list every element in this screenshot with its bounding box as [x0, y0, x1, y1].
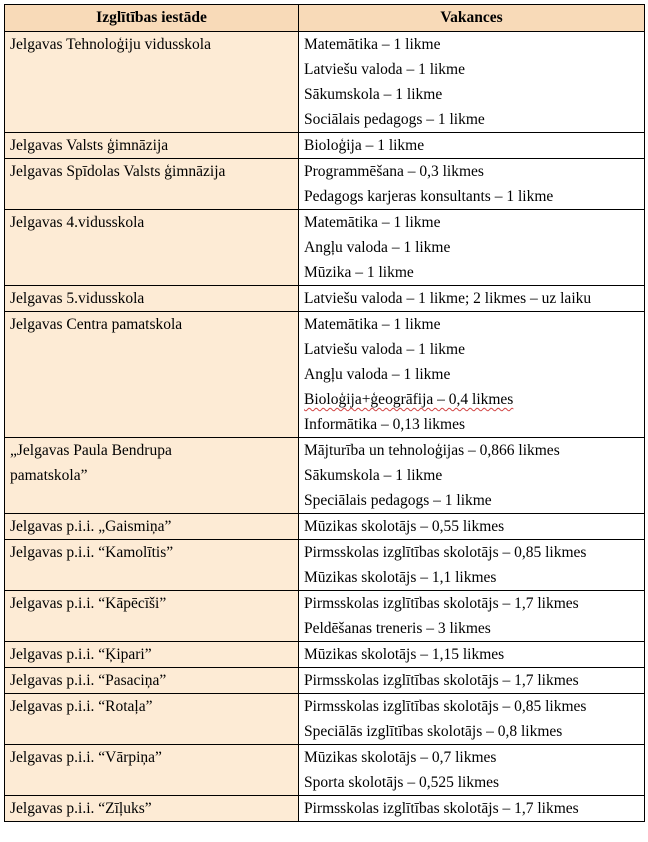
- institution-name: Jelgavas p.i.i. “Ķipari”: [10, 646, 152, 663]
- vacancy-item: Speciālais pedagogs – 1 likme: [304, 492, 492, 509]
- institution-name: Jelgavas 4.vidusskola: [10, 214, 145, 231]
- institution-name: Jelgavas p.i.i. „Gaismiņa”: [10, 518, 172, 535]
- table-row: [5, 286, 645, 312]
- institution-cell: [5, 540, 299, 591]
- vacancy-item: Peldēšanas treneris – 3 likmes: [304, 620, 491, 637]
- institution-cell: [5, 591, 299, 642]
- institution-cell: [5, 159, 299, 210]
- institution-cell: [5, 745, 299, 796]
- vacancies-cell: [299, 312, 645, 438]
- vacancy-item: Bioloģija – 1 likme: [304, 137, 425, 154]
- institution-cell: [5, 312, 299, 438]
- header-vacancies: Vakances: [299, 5, 645, 32]
- institution-cell: [5, 668, 299, 694]
- vacancy-item: Mūzikas skolotājs – 1,1 likmes: [304, 569, 497, 586]
- institution-name: Jelgavas p.i.i. “Kāpēcīši”: [10, 595, 167, 612]
- vacancy-item: Mūzika – 1 likme: [304, 264, 414, 281]
- vacancy-item: Sākumskola – 1 likme: [304, 467, 443, 484]
- vacancy-item: Latviešu valoda – 1 likme: [304, 341, 465, 358]
- institution-cell: [5, 32, 299, 133]
- vacancies-cell: [299, 796, 645, 822]
- vacancies-cell: [299, 514, 645, 540]
- table-row: [5, 159, 645, 210]
- vacancy-item: Matemātika – 1 likme: [304, 214, 441, 231]
- vacancies-cell: [299, 540, 645, 591]
- table-row: [5, 796, 645, 822]
- institution-name: „Jelgavas Paula Bendrupa: [10, 442, 172, 459]
- vacancy-item: Speciālās izglītības skolotājs – 0,8 likmes: [304, 723, 563, 740]
- institution-name: Jelgavas Valsts ģimnāzija: [10, 137, 169, 154]
- institution-cell: [5, 133, 299, 159]
- institution-name: pamatskola”: [10, 467, 88, 484]
- institution-name: Jelgavas p.i.i. “Vārpiņa”: [10, 749, 162, 766]
- table-row: [5, 312, 645, 438]
- vacancy-item: Sociālais pedagogs – 1 likme: [304, 111, 485, 128]
- vacancy-item: Pirmsskolas izglītības skolotājs – 1,7 likmes: [304, 595, 579, 612]
- vacancy-item: Latviešu valoda – 1 likme: [304, 61, 465, 78]
- table-row: [5, 514, 645, 540]
- vacancies-cell: [299, 745, 645, 796]
- institution-cell: [5, 642, 299, 668]
- vacancy-item: Pirmsskolas izglītības skolotājs – 1,7 likmes: [304, 672, 579, 689]
- vacancies-cell: [299, 286, 645, 312]
- vacancies-table: [4, 4, 645, 822]
- table-row: [5, 438, 645, 514]
- institution-name: Jelgavas p.i.i. “Kamolītis”: [10, 544, 174, 561]
- vacancy-item: Angļu valoda – 1 likme: [304, 239, 451, 256]
- vacancies-cell: [299, 642, 645, 668]
- table-row: [5, 642, 645, 668]
- vacancy-item: Pirmsskolas izglītības skolotājs – 0,85 likmes: [304, 698, 587, 715]
- table-row: [5, 668, 645, 694]
- institution-cell: [5, 694, 299, 745]
- vacancies-cell: [299, 668, 645, 694]
- vacancy-item: Mūzikas skolotājs – 1,15 likmes: [304, 646, 505, 663]
- vacancies-cell: [299, 159, 645, 210]
- institution-name: Jelgavas p.i.i. “Rotaļa”: [10, 698, 153, 715]
- table-row: [5, 540, 645, 591]
- institution-name: Jelgavas p.i.i. “Pasaciņa”: [10, 672, 167, 689]
- table-row: [5, 32, 645, 133]
- table-row: [5, 133, 645, 159]
- vacancy-item: Latviešu valoda – 1 likme; 2 likmes – uz laiku: [304, 290, 592, 307]
- vacancy-item: Pirmsskolas izglītības skolotājs – 1,7 likmes: [304, 800, 579, 817]
- table-row: [5, 745, 645, 796]
- vacancy-item: Matemātika – 1 likme: [304, 316, 441, 333]
- header-institution: Izglītības iestāde: [5, 5, 299, 32]
- vacancy-item: Mūzikas skolotājs – 0,7 likmes: [304, 749, 497, 766]
- vacancies-cell: [299, 438, 645, 514]
- institution-cell: [5, 514, 299, 540]
- vacancies-cell: [299, 133, 645, 159]
- vacancy-item: Pirmsskolas izglītības skolotājs – 0,85 likmes: [304, 544, 587, 561]
- institution-cell: [5, 286, 299, 312]
- vacancy-item: Mājturība un tehnoloģijas – 0,866 likmes: [304, 442, 560, 459]
- vacancies-cell: [299, 32, 645, 133]
- institution-name: Jelgavas Centra pamatskola: [10, 316, 183, 333]
- vacancy-item: Bioloģija+ģeogrāfija – 0,4 likmes: [304, 391, 514, 408]
- institution-name: Jelgavas Tehnoloģiju vidusskola: [10, 36, 211, 53]
- table-row: [5, 210, 645, 286]
- vacancy-item: Informātika – 0,13 likmes: [304, 416, 465, 433]
- vacancies-cell: [299, 591, 645, 642]
- table-row: [5, 694, 645, 745]
- vacancy-item: Matemātika – 1 likme: [304, 36, 441, 53]
- vacancy-item: Angļu valoda – 1 likme: [304, 366, 451, 383]
- institution-name: Jelgavas 5.vidusskola: [10, 290, 145, 307]
- institution-cell: [5, 438, 299, 514]
- vacancies-cell: [299, 210, 645, 286]
- vacancies-cell: [299, 694, 645, 745]
- header-row: [5, 5, 645, 32]
- vacancy-item: Pedagogs karjeras konsultants – 1 likme: [304, 188, 554, 205]
- vacancy-item: Mūzikas skolotājs – 0,55 likmes: [304, 518, 505, 535]
- vacancy-item: Programmēšana – 0,3 likmes: [304, 163, 484, 180]
- vacancy-item: Sākumskola – 1 likme: [304, 86, 443, 103]
- institution-cell: [5, 796, 299, 822]
- vacancy-item: Sporta skolotājs – 0,525 likmes: [304, 774, 500, 791]
- institution-name: Jelgavas p.i.i. “Zīļuks”: [10, 800, 152, 817]
- institution-cell: [5, 210, 299, 286]
- institution-name: Jelgavas Spīdolas Valsts ģimnāzija: [10, 163, 226, 180]
- table-row: [5, 591, 645, 642]
